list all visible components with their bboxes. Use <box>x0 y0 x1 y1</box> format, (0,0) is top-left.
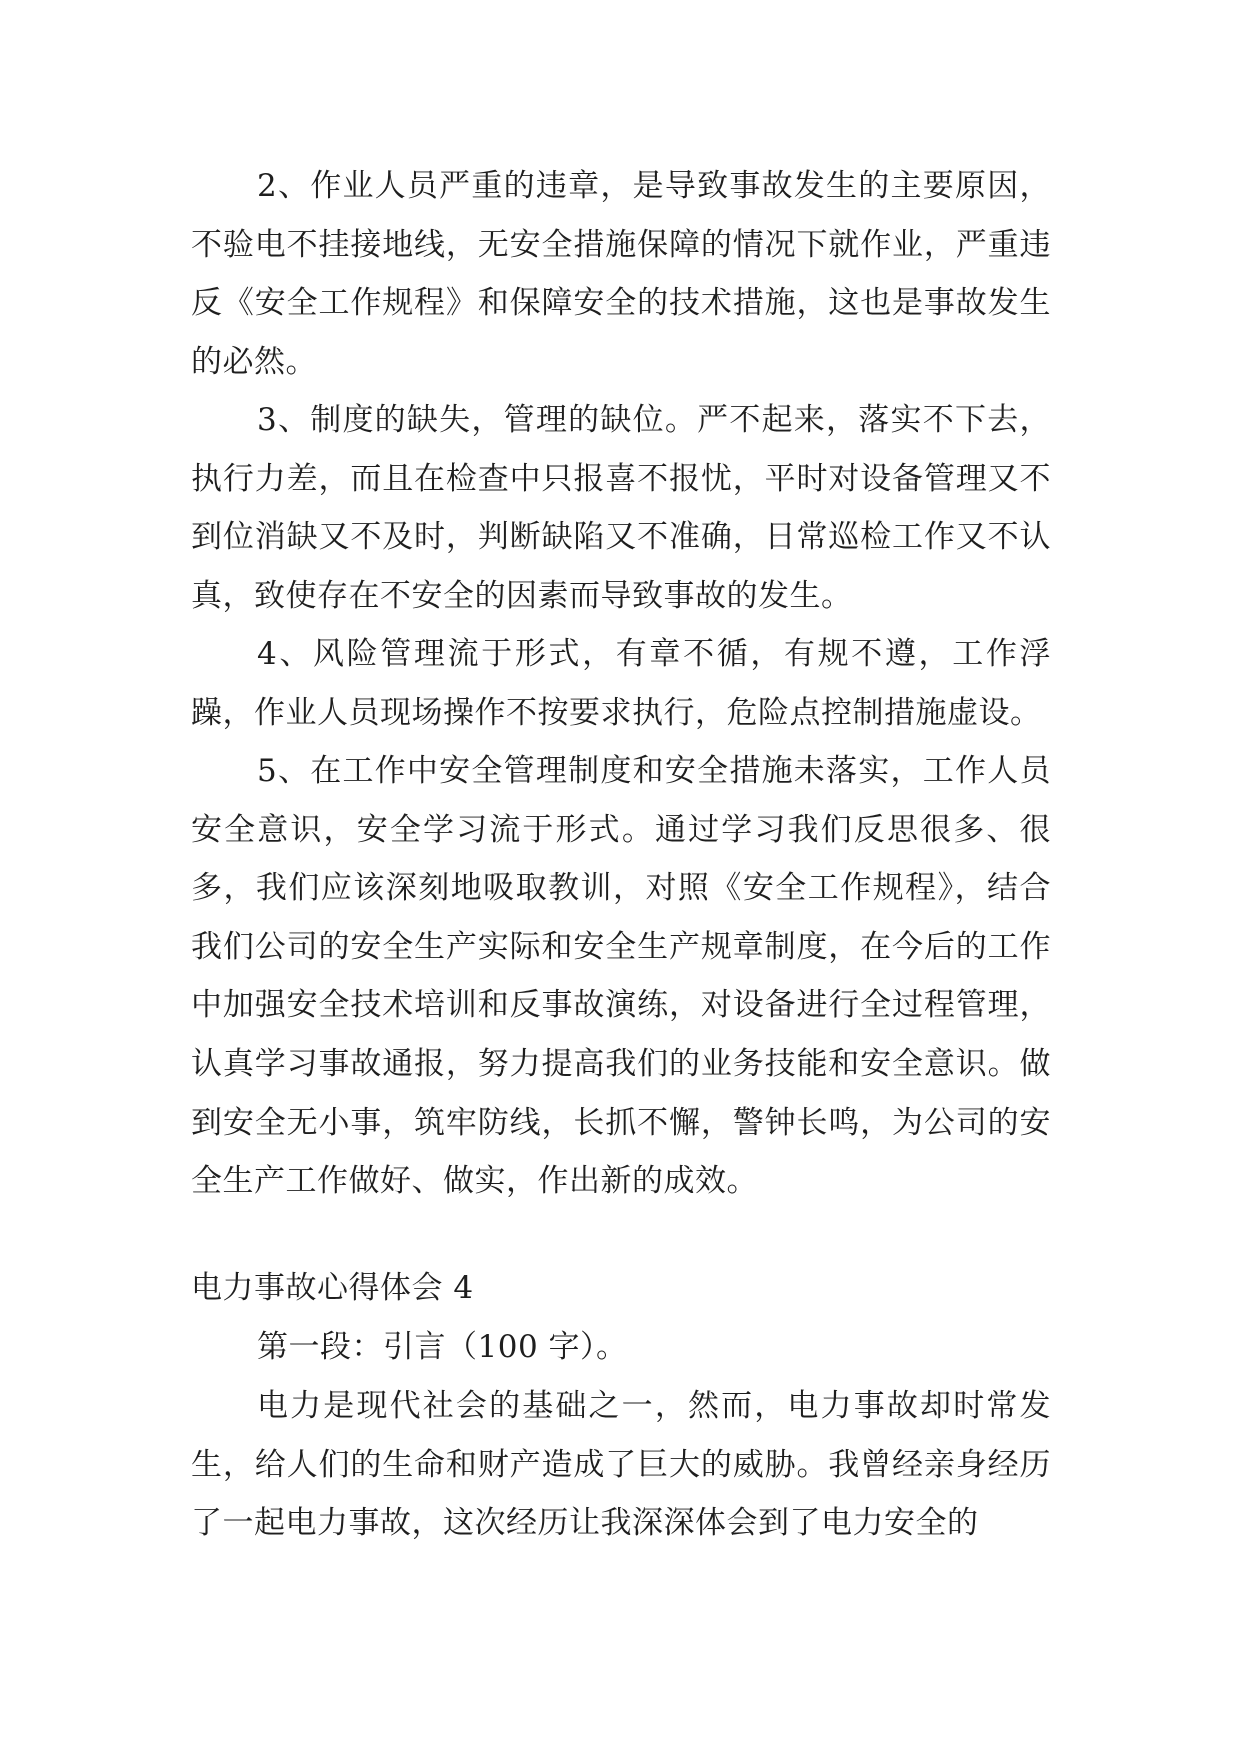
paragraph-cause-4: 4、风险管理流于形式，有章不循，有规不遵，工作浮躁，作业人员现场操作不按要求执行，危险点控制措施虚设。 <box>191 636 1051 731</box>
paragraph-cause-2: 2、作业人员严重的违章，是导致事故发生的主要原因，不验电不挂接地线，无安全措施保障的情况下就作业，严重违反《安全工作规程》和保障安全的技术措施，这也是事故发生的必然。 <box>191 168 1051 380</box>
section-title: 电力事故心得体会 4 <box>191 1270 474 1306</box>
paragraph-cause-5: 5、在工作中安全管理制度和安全措施未落实，工作人员安全意识，安全学习流于形式。通过学习我们反思很多、很多，我们应该深刻地吸取教训，对照《安全工作规程》，结合我们公司的安全生产实际和安全生产规章制度，在今后的工作中加强安全技术培训和反事故演练，对设备进行全过程管理，认真学习事故通报，努力提高我们的业务技能和安全意识。做到安全无小事，筑牢防线，长抓不懈，警钟长鸣，为公司的安全生产工作做好、做实，作出新的成效。 <box>191 753 1051 1200</box>
section-subheading: 第一段：引言（100 字）。 <box>257 1329 628 1365</box>
paragraph-intro: 电力是现代社会的基础之一，然而，电力事故却时常发生，给人们的生命和财产造成了巨大的威胁。我曾经亲身经历了一起电力事故，这次经历让我深深体会到了电力安全的 <box>191 1388 1051 1542</box>
paragraph-cause-3: 3、制度的缺失，管理的缺位。严不起来，落实不下去，执行力差，而且在检查中只报喜不报忧，平时对设备管理又不到位消缺又不及时，判断缺陷又不准确，日常巡检工作又不认真，致使存在不安全的因素而导致事故的发生。 <box>191 402 1051 614</box>
